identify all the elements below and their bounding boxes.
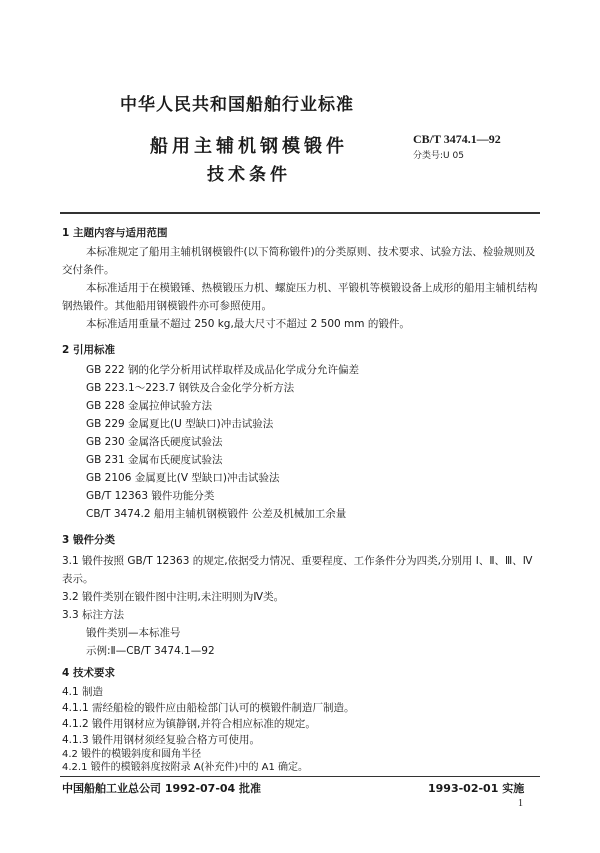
section-4-heading: 4 技术要求 bbox=[62, 667, 115, 679]
reference-item: GB 228 金属拉伸试验方法 bbox=[86, 400, 213, 412]
document-subtitle: 技术条件 bbox=[207, 165, 291, 185]
reference-item: GB 229 金属夏比(U 型缺口)冲击试验法 bbox=[86, 418, 274, 430]
section-1-para-3: 本标准适用重量不超过 250 kg,最大尺寸不超过 2 500 mm 的锻件。 bbox=[86, 318, 410, 330]
classification-code: 分类号:U 05 bbox=[413, 151, 464, 161]
standard-code: CB/T 3474.1—92 bbox=[413, 132, 501, 146]
clause-3-1-line-2: 表示。 bbox=[62, 573, 94, 585]
reference-item: GB 2106 金属夏比(V 型缺口)冲击试验法 bbox=[86, 472, 280, 484]
approval-line: 中国船舶工业总公司 1992-07-04 批准 bbox=[62, 782, 262, 795]
header-divider bbox=[60, 212, 540, 214]
clause-3-3-format: 锻件类别—本标准号 bbox=[86, 627, 181, 639]
clause-4-2: 4.2 锻件的模锻斜度和圆角半径 bbox=[62, 749, 202, 760]
clause-4-1: 4.1 制造 bbox=[62, 686, 104, 698]
implementation-date: 1993-02-01 实施 bbox=[428, 782, 525, 795]
section-1-para-1-line-1: 本标准规定了船用主辅机钢模锻件(以下简称锻件)的分类原则、技术要求、试验方法、检验规则及 bbox=[86, 246, 536, 258]
section-2-heading: 2 引用标准 bbox=[62, 344, 115, 356]
clause-4-1-2: 4.1.2 锻件用钢材应为镇静钢,并符合相应标准的规定。 bbox=[62, 718, 316, 730]
issuing-body-title: 中华人民共和国船舶行业标准 bbox=[120, 95, 354, 115]
section-1-para-1-line-2: 交付条件。 bbox=[62, 264, 115, 276]
reference-item: CB/T 3474.2 船用主辅机钢模锻件 公差及机械加工余量 bbox=[86, 508, 347, 520]
section-1-para-2-line-2: 钢热锻件。其他船用钢模锻件亦可参照使用。 bbox=[62, 300, 272, 312]
clause-4-2-1: 4.2.1 锻件的模锻斜度按附录 A(补充件)中的 A1 确定。 bbox=[62, 762, 309, 773]
document-title: 船用主辅机钢模锻件 bbox=[150, 136, 348, 157]
section-1-heading: 1 主题内容与适用范围 bbox=[62, 227, 168, 239]
clause-3-2: 3.2 锻件类别在锻件图中注明,未注明则为Ⅳ类。 bbox=[62, 591, 285, 603]
reference-item: GB 222 钢的化学分析用试样取样及成品化学成分允许偏差 bbox=[86, 364, 360, 376]
clause-3-1-line-1: 3.1 锻件按照 GB/T 12363 的规定,依据受力情况、重要程度、工作条件分为四类,分别用 Ⅰ、Ⅱ、Ⅲ、Ⅳ bbox=[62, 555, 533, 567]
section-1-para-2-line-1: 本标准适用于在模锻锤、热模锻压力机、螺旋压力机、平锻机等模锻设备上成形的船用主辅机结构 bbox=[86, 282, 538, 294]
clause-3-3: 3.3 标注方法 bbox=[62, 609, 125, 621]
reference-item: GB 230 金属洛氏硬度试验法 bbox=[86, 436, 223, 448]
footer-divider bbox=[60, 776, 540, 777]
page-number: 1 bbox=[518, 798, 523, 809]
clause-3-3-example: 示例:Ⅱ—CB/T 3474.1—92 bbox=[86, 645, 215, 657]
clause-4-1-1: 4.1.1 需经船检的锻件应由船检部门认可的模锻件制造厂制造。 bbox=[62, 702, 355, 714]
reference-item: GB 231 金属布氏硬度试验法 bbox=[86, 454, 223, 466]
reference-item: GB/T 12363 锻件功能分类 bbox=[86, 490, 215, 502]
reference-item: GB 223.1～223.7 钢铁及合金化学分析方法 bbox=[86, 382, 295, 394]
clause-4-1-3: 4.1.3 锻件用钢材须经复验合格方可使用。 bbox=[62, 734, 261, 746]
section-3-heading: 3 锻件分类 bbox=[62, 534, 115, 546]
